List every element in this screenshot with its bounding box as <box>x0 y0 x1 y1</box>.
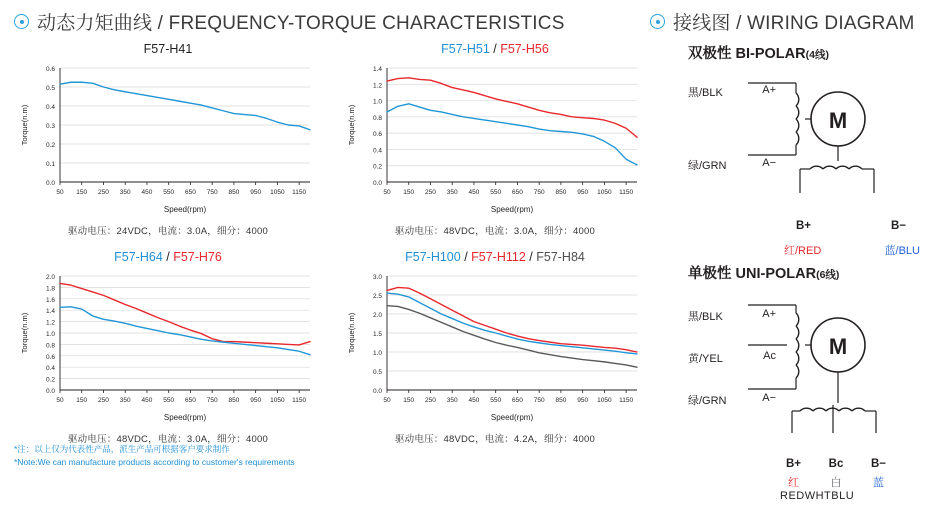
svg-text:1.2: 1.2 <box>45 319 55 327</box>
wiring-unipolar-title-cn: 单极性 <box>688 266 732 282</box>
wiring-bipolar-title <box>688 42 928 63</box>
svg-text:2.0: 2.0 <box>45 274 55 281</box>
svg-text:0.2: 0.2 <box>45 142 55 149</box>
chart-title <box>345 42 645 56</box>
svg-text:1.4: 1.4 <box>372 66 382 73</box>
svg-text:850: 850 <box>555 189 567 196</box>
svg-text:M: M <box>828 108 848 133</box>
svg-text:M: M <box>828 334 848 359</box>
wiring-unipolar-wires: (6线) <box>816 269 840 281</box>
svg-text:1150: 1150 <box>619 189 634 196</box>
svg-text:450: 450 <box>468 189 480 196</box>
chart-block-f57-h100-h112-h84 <box>345 250 645 445</box>
chart-plot <box>18 60 318 220</box>
wiring-bipolar-bottom-pins <box>796 220 906 232</box>
bullet-icon <box>14 14 29 29</box>
svg-text:650: 650 <box>185 397 196 404</box>
svg-text:350: 350 <box>119 189 131 196</box>
section-header-torque-curves <box>14 8 565 35</box>
svg-text:50: 50 <box>383 397 391 404</box>
svg-text:1150: 1150 <box>292 397 307 404</box>
svg-text:1.5: 1.5 <box>372 331 382 338</box>
svg-text:50: 50 <box>56 397 64 404</box>
svg-text:1050: 1050 <box>270 397 285 404</box>
chart-title-part: F57-H84 <box>536 250 585 264</box>
wire-color-label: 绿/GRN <box>688 160 727 172</box>
chart-block-f57-h64-h76 <box>18 250 318 445</box>
svg-text:Torque(n.m): Torque(n.m) <box>20 312 29 354</box>
wiring-bipolar-title-cn: 双极性 <box>688 46 732 62</box>
svg-text:350: 350 <box>446 189 458 196</box>
svg-text:150: 150 <box>76 397 88 404</box>
svg-text:750: 750 <box>206 397 218 404</box>
svg-text:150: 150 <box>76 189 88 196</box>
wire-pin-label: Bc <box>828 458 844 470</box>
svg-text:250: 250 <box>98 189 109 196</box>
svg-text:0.8: 0.8 <box>45 342 55 350</box>
wiring-bipolar-wires: (4线) <box>805 49 829 61</box>
chart-title-part: F57-H76 <box>173 250 222 264</box>
svg-text:0.4: 0.4 <box>372 147 382 155</box>
svg-text:0.2: 0.2 <box>45 376 55 384</box>
wire-color-label: 蓝 <box>873 477 884 489</box>
svg-text:0.5: 0.5 <box>372 369 382 376</box>
chart-title <box>18 42 318 56</box>
wire-color-label: 红 <box>788 477 799 489</box>
svg-text:1050: 1050 <box>597 189 612 196</box>
svg-text:850: 850 <box>555 397 567 404</box>
svg-text:850: 850 <box>228 397 240 404</box>
wire-color-label: 白 <box>830 477 842 489</box>
chart-block-f57-h41 <box>18 42 318 237</box>
footnote-line-en: *Note:We can manufacture products according to customer's requirements <box>14 457 295 468</box>
chart-title-part: F57-H100 <box>405 250 461 264</box>
wiring-bipolar-bottom-colors <box>784 242 920 258</box>
wire-pin-label: B− <box>870 458 886 470</box>
section-header-wiring-diagram <box>650 8 915 35</box>
svg-text:Speed(rpm): Speed(rpm) <box>490 205 534 214</box>
svg-text:0.0: 0.0 <box>372 180 382 187</box>
footnote-line-cn: *注：以上仅为代表性产品，派生产品可根据客户要求制作 <box>14 444 230 454</box>
svg-text:1150: 1150 <box>619 397 634 404</box>
chart-note: 驱动电压：48VDC，电流：4.2A，细分：4000 <box>394 434 595 445</box>
chart-block-f57-h51-h56 <box>345 42 645 237</box>
wiring-unipolar-title <box>688 262 928 283</box>
svg-text:750: 750 <box>533 189 545 196</box>
chart-title-part: F57-H112 <box>471 250 526 264</box>
svg-text:450: 450 <box>468 397 480 404</box>
svg-text:450: 450 <box>141 189 153 196</box>
svg-text:Speed(rpm): Speed(rpm) <box>163 205 207 214</box>
wiring-unipolar-bottom-colors <box>788 474 884 490</box>
chart-title <box>345 250 645 264</box>
svg-text:250: 250 <box>98 397 109 404</box>
wire-pin-label: B− <box>890 220 906 232</box>
svg-text:150: 150 <box>403 397 415 404</box>
svg-text:750: 750 <box>206 189 218 196</box>
wiring-bipolar-left-labels <box>688 84 798 173</box>
footnote <box>14 443 295 469</box>
svg-text:1.2: 1.2 <box>372 82 382 90</box>
svg-text:550: 550 <box>163 397 175 404</box>
section-header-left-label: 动态力矩曲线 / FREQUENCY-TORQUE CHARACTERISTICS <box>37 13 565 34</box>
wire-pin-label: B+ <box>786 458 802 470</box>
wire-color-label: 黑/BLK <box>688 311 723 323</box>
svg-text:0.3: 0.3 <box>45 123 55 130</box>
wire-pin-label: A+ <box>762 84 776 96</box>
svg-text:0.6: 0.6 <box>45 66 55 73</box>
svg-text:2.0: 2.0 <box>372 312 382 319</box>
svg-text:1.6: 1.6 <box>45 296 55 304</box>
svg-text:250: 250 <box>425 397 436 404</box>
svg-text:650: 650 <box>512 189 523 196</box>
svg-text:850: 850 <box>228 189 240 196</box>
svg-text:0.2: 0.2 <box>372 163 382 171</box>
svg-text:950: 950 <box>577 397 589 404</box>
wiring-unipolar-left-labels <box>688 308 776 408</box>
svg-text:0.5: 0.5 <box>45 85 55 92</box>
svg-text:1050: 1050 <box>270 189 285 196</box>
svg-text:250: 250 <box>425 189 436 196</box>
chart-title-part: / <box>162 250 174 264</box>
chart-note: 驱动电压：24VDC，电流：3.0A，细分：4000 <box>67 226 268 237</box>
wiring-label-row <box>688 157 776 173</box>
svg-text:1050: 1050 <box>597 397 612 404</box>
wire-color-label: 绿/GRN <box>688 395 727 407</box>
wiring-bipolar-title-en: BI-POLAR <box>735 46 806 62</box>
svg-text:1.0: 1.0 <box>372 98 382 106</box>
svg-text:550: 550 <box>490 189 502 196</box>
svg-text:3.0: 3.0 <box>372 274 382 281</box>
svg-text:0.8: 0.8 <box>372 114 382 122</box>
wire-pin-label: A− <box>762 392 776 404</box>
chart-plot <box>18 268 318 428</box>
svg-text:950: 950 <box>577 189 589 196</box>
wire-pin-label: A− <box>762 157 776 169</box>
svg-text:1.8: 1.8 <box>45 285 55 293</box>
svg-text:0.1: 0.1 <box>45 161 55 168</box>
svg-text:1.4: 1.4 <box>45 308 55 316</box>
svg-text:550: 550 <box>163 189 175 196</box>
svg-text:Torque(n.m): Torque(n.m) <box>347 312 356 354</box>
svg-text:750: 750 <box>533 397 545 404</box>
svg-text:Torque(n.m): Torque(n.m) <box>347 104 356 146</box>
wiring-bipolar <box>688 42 928 257</box>
chart-title-part: F57-H41 <box>143 42 193 56</box>
svg-text:650: 650 <box>512 397 523 404</box>
svg-text:350: 350 <box>446 397 458 404</box>
svg-text:0.6: 0.6 <box>45 353 55 361</box>
svg-text:50: 50 <box>383 189 391 196</box>
svg-text:650: 650 <box>185 189 196 196</box>
chart-title-part: / <box>489 42 501 56</box>
chart-title-part: / <box>460 250 472 264</box>
chart-title <box>18 250 318 264</box>
svg-text:Speed(rpm): Speed(rpm) <box>163 413 207 422</box>
svg-text:0.4: 0.4 <box>45 104 55 111</box>
svg-text:1.0: 1.0 <box>45 331 55 338</box>
chart-plot <box>345 60 645 220</box>
svg-text:0.0: 0.0 <box>45 180 55 187</box>
wire-pin-label: B+ <box>796 220 812 232</box>
svg-text:0.4: 0.4 <box>45 365 55 373</box>
chart-note: 驱动电压：48VDC，电流：3.0A，细分：4000 <box>67 434 268 445</box>
wiring-label-row <box>688 84 776 100</box>
wire-color-label: 红/RED <box>784 245 822 257</box>
section-header-right-label: 接线图 / WIRING DIAGRAM <box>673 13 915 34</box>
wiring-unipolar-title-en: UNI-POLAR <box>735 266 817 282</box>
svg-text:1.0: 1.0 <box>372 350 382 357</box>
svg-text:550: 550 <box>490 397 502 404</box>
svg-text:950: 950 <box>250 189 262 196</box>
wire-color-label: 黑/BLK <box>688 87 723 99</box>
svg-text:150: 150 <box>403 189 415 196</box>
bullet-icon <box>650 14 665 29</box>
wiring-unipolar-bottom-colors-en: REDWHTBLU <box>780 490 855 502</box>
svg-text:450: 450 <box>141 397 153 404</box>
svg-text:350: 350 <box>119 397 131 404</box>
wiring-unipolar-bottom-pins <box>786 458 886 470</box>
wiring-label-row <box>688 308 776 324</box>
wire-color-label: 蓝/BLU <box>884 245 920 257</box>
wire-color-label: 黄/YEL <box>688 353 723 365</box>
chart-note: 驱动电压：48VDC，电流：3.0A，细分：4000 <box>394 226 595 237</box>
svg-text:0.6: 0.6 <box>372 131 382 139</box>
wiring-label-row <box>688 350 776 366</box>
wire-pin-label: Ac <box>763 350 776 362</box>
chart-title-part: / <box>525 250 537 264</box>
wiring-unipolar <box>688 262 928 502</box>
svg-text:Speed(rpm): Speed(rpm) <box>490 413 534 422</box>
chart-title-part: F57-H56 <box>500 42 549 56</box>
wiring-label-row <box>688 392 776 408</box>
svg-text:0.0: 0.0 <box>45 388 55 395</box>
svg-text:Torque(n.m): Torque(n.m) <box>20 104 29 146</box>
svg-text:0.0: 0.0 <box>372 388 382 395</box>
chart-plot <box>345 268 645 428</box>
svg-text:2.5: 2.5 <box>372 293 382 300</box>
wire-pin-label: A+ <box>762 308 776 320</box>
svg-text:1150: 1150 <box>292 189 307 196</box>
chart-title-part: F57-H51 <box>441 42 490 56</box>
svg-text:950: 950 <box>250 397 262 404</box>
svg-text:50: 50 <box>56 189 64 196</box>
chart-title-part: F57-H64 <box>114 250 163 264</box>
